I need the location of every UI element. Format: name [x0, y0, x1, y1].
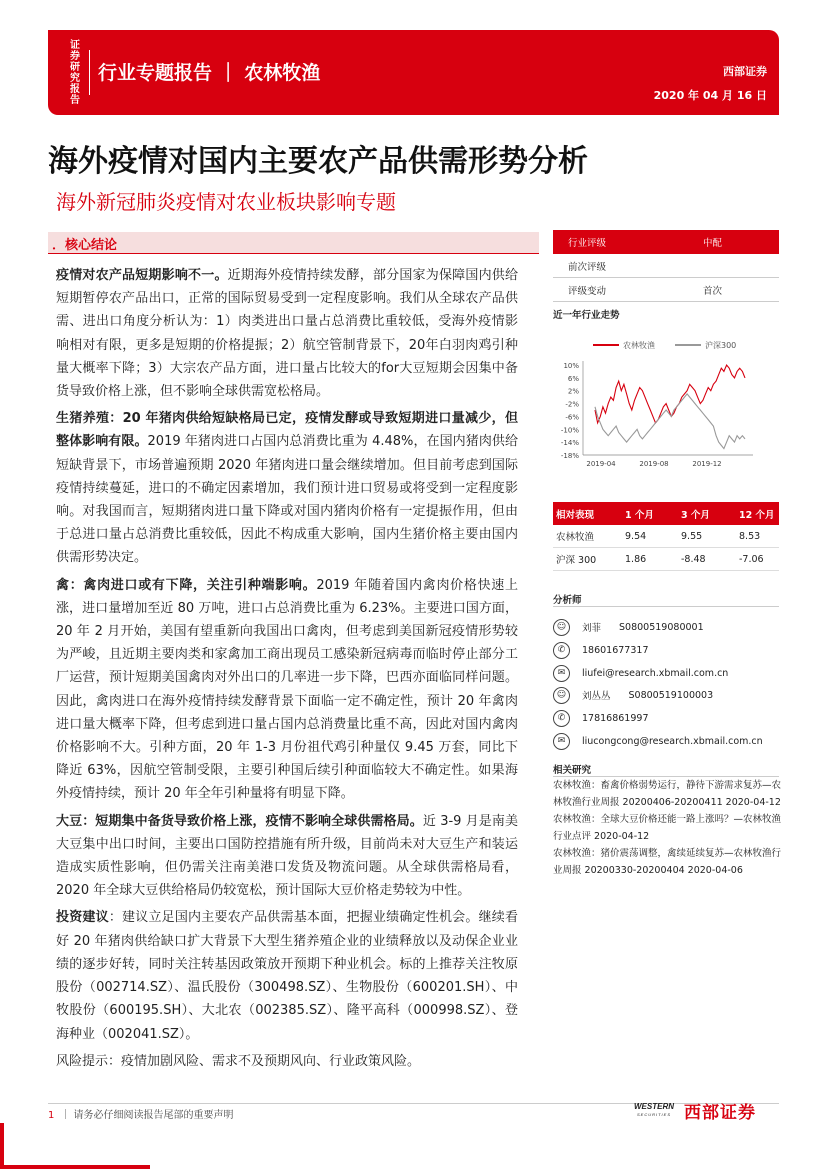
performance-header: 12 个月: [739, 509, 775, 521]
paragraph: [56, 407, 518, 569]
analyst-row: [553, 616, 779, 638]
report-type-label: 证券研究报告: [70, 40, 80, 106]
performance-cell: -8.48: [681, 553, 706, 565]
performance-row: [553, 525, 779, 548]
footer: [48, 1106, 234, 1121]
trend-chart-svg: [553, 325, 779, 475]
analyst-email-row: [553, 730, 779, 752]
performance-cell: 9.55: [681, 530, 703, 542]
email-icon: ✉: [553, 665, 570, 682]
legend-label: 沪深300: [705, 341, 737, 350]
paragraph-text: 近 3-9 月是南美大豆集中出口时间，主要出口国防控措施有所升级，目前尚未对大豆生产和装运造成实质性影响，但仍需关注南美港口发货及物流问题。从全球供需格局看，2020 年全球大豆供给格局仍较宽松，预计国际大豆价格走势较为中性。: [56, 813, 518, 899]
core-conclusion-header: [48, 232, 539, 254]
performance-header: 相对表现: [556, 509, 595, 521]
phone-icon: ✆: [553, 710, 570, 727]
page-number: 1: [48, 1110, 55, 1121]
y-tick-label: -18%: [560, 452, 579, 460]
trend-chart-title: 近一年行业走势: [553, 310, 620, 321]
page-subtitle: 海外新冠肺炎疫情对农业板块影响专题: [56, 190, 396, 214]
analyst-cert: S0800519100003: [628, 689, 714, 701]
company-logo: [634, 1098, 756, 1123]
analyst-email-row: [553, 662, 779, 684]
rating-row: [553, 278, 779, 302]
performance-header: 3 个月: [681, 509, 710, 521]
analyst-section-title: 分析师: [553, 595, 582, 606]
rating-label: 评级变动: [568, 285, 607, 297]
header-divider: [89, 50, 90, 95]
related-research-item[interactable]: 农林牧渔：猪价震荡调整，禽续延续复苏—农林牧渔行业周报 20200330-20200404 2020-04-06: [553, 848, 782, 876]
main-body: [56, 264, 518, 1073]
analyst-name: 刘菲: [582, 623, 602, 634]
related-research-list: [553, 778, 781, 880]
x-tick-label: 2019-08: [639, 460, 669, 468]
y-tick-label: -10%: [560, 426, 579, 435]
paragraph-lead: 禽：禽肉进口或有下降，关注引种端影响。: [56, 577, 317, 593]
header-brand: 西部证券: [723, 65, 767, 78]
paragraph-text: 近期海外疫情持续发酵，部分国家为保障国内供给短期暂停农产品出口，正常的国际贸易受到一定程度影响。我们从全球农产品供需、进出口角度分析认为：1）肉类进出口量占总消费比重较低，受海外疫情影响相对有限，更多是短期的价格提振；2）航空管制背景下，20年白羽肉鸡引种量大概率下降；3）大宗农产品方面，进口量占比较大的for大豆短期会因集中备货导致价格上涨，但不影响全球供需宽松格局。: [56, 268, 518, 400]
performance-cell: 9.54: [625, 530, 647, 542]
email-icon: ✉: [553, 733, 570, 750]
logo-chinese: 西部证券: [684, 1103, 756, 1123]
corner-accent: [0, 1165, 150, 1169]
analyst-row: [553, 684, 779, 706]
paragraph-lead: 疫情对农产品短期影响不一。: [56, 268, 228, 283]
page-title: 海外疫情对国内主要农产品供需形势分析: [48, 144, 588, 179]
x-tick-label: 2019-04: [586, 460, 616, 468]
performance-cell: 8.53: [739, 530, 761, 542]
performance-row: [553, 548, 779, 571]
paragraph: [56, 810, 518, 903]
y-tick-label: 6%: [567, 374, 579, 383]
x-tick-label: 2019-12: [692, 460, 722, 468]
paragraph-lead: 生猪养殖：20 年猪肉供给短缺格局已定，疫情发酵或导致短期进口量减少，但整体影响有限。: [56, 411, 518, 450]
footer-disclaimer: ｜ 请务必仔细阅读报告尾部的重要声明: [60, 1110, 234, 1121]
y-tick-label: -6%: [565, 413, 579, 422]
y-tick-label: 10%: [563, 362, 579, 370]
rating-row: [553, 230, 779, 254]
rating-label: 前次评级: [568, 261, 607, 273]
paragraph: [56, 574, 518, 806]
performance-header-row: [553, 502, 779, 525]
core-conclusion-label: ．核心结论: [52, 238, 118, 253]
report-date: 2020 年 04 月 16 日: [653, 89, 767, 102]
paragraph: [56, 906, 518, 1045]
performance-cell: 农林牧渔: [556, 532, 595, 543]
paragraph-text: 2019 年猪肉进口占国内总消费比重为 4.48%，在国内猪肉供给短缺背景下，市场普遍预期 2020 年猪肉进口量会继续增加。但目前考虑到国际疫情持续蔓延，进口的不确定因素增加，我们预计进口贸易或将受到一定程度影响。对我国而言，短期猪肉进口量下降或对国内猪肉价格有一定提振作用，但由于总进口量占总消费比重较低，因此不构成重大影响，国内生猪价格主要由国内供需形势决定。: [56, 434, 518, 566]
y-tick-label: 2%: [567, 387, 579, 396]
rating-row: [553, 254, 779, 278]
report-category: 行业专题报告 ｜ 农林牧渔: [98, 62, 321, 84]
performance-cell: 1.86: [625, 553, 647, 565]
logo-english-sub: SECURITIES: [636, 1111, 671, 1117]
paragraph-lead: 投资建议: [56, 910, 109, 926]
y-tick-label: -14%: [560, 439, 579, 448]
analyst-phone: 18601677317: [582, 644, 649, 656]
performance-header: 1 个月: [625, 509, 654, 521]
logo-english-name: WESTERN: [634, 1101, 674, 1111]
analyst-cert: S0800519080001: [619, 621, 704, 633]
performance-cell: 沪深 300: [556, 555, 597, 566]
y-tick-label: -2%: [565, 400, 579, 409]
person-icon: ☺: [553, 687, 570, 704]
paragraph-text: ：建议立足国内主要农产品供需基本面，把握业绩确定性机会。继续看好 20 年猪肉供给缺口扩大背景下大型生猪养殖企业的业绩释放以及动保企业业绩的逐步好转，同时关注转基因政策放开预期下种业机会。标的上推荐关注牧原股份（002714.SZ）、温氏股份（300498.SZ）、生物股份（600201.SH）、中牧股份（600195.SH）、大北农（002385.SZ）、隆平高科（000998.SZ）、登海种业（002041.SZ）。: [56, 910, 518, 1042]
paragraph: [56, 264, 518, 403]
paragraph-text: 2019 年随着国内禽肉价格快速上涨，进口量增加至近 80 万吨，进口占总消费比重为 6.23%。主要进口国方面，20 年 2 月开始，美国有望重新向我国出口禽肉，但考虑到美国新冠疫情形势较为严峻，且近期主要肉类和家禽加工商出现员工感染新冠病毒而临时停止部分工厂运营，预计短期美国禽肉对外出口的几率进一步下降，巴西亦面临同样问题。因此，禽肉进口在海外疫情持续发酵背景下面临一定不确定性，预计 20 年禽肉进口量大概率下降，但考虑到进口量占国内总消费量比重不高，因此对国内禽肉价格影响不大。引种方面，20 年 1-3 月份祖代鸡引种量仅 9.45 万套，同比下降近 63%，因航空管制受限，主要引种国后续引种面临较大不确定性。如果海外疫情持续，预计 20 年全年引种量将有明显下降。: [56, 577, 518, 802]
performance-table: [553, 502, 779, 571]
related-research-title: 相关研究: [553, 765, 592, 776]
analyst-email[interactable]: liucongcong@research.xbmail.com.cn: [582, 735, 763, 747]
legend-label: 农林牧渔: [623, 341, 655, 350]
rating-table: [553, 230, 779, 302]
analyst-phone-row: [553, 707, 779, 729]
paragraph-lead: 大豆：短期集中备货导致价格上涨，疫情不影响全球供需格局。: [56, 813, 423, 829]
corner-accent: [0, 1123, 4, 1169]
trend-chart: [553, 325, 779, 475]
risk-note: 风险提示：疫情加剧风险、需求不及预期风向、行业政策风险。: [56, 1053, 421, 1069]
analyst-email[interactable]: liufei@research.xbmail.com.cn: [582, 667, 729, 679]
rating-value: 首次: [703, 285, 723, 297]
related-research-item[interactable]: 农林牧渔：畜禽价格弱势运行，静待下游需求复苏—农林牧渔行业周报 20200406-20200411 2020-04-12: [553, 780, 782, 808]
analyst-phone-row: [553, 639, 779, 661]
analyst-name: 刘丛丛: [582, 691, 611, 702]
divider: [553, 606, 779, 607]
rating-value: 中配: [703, 238, 723, 249]
phone-icon: ✆: [553, 642, 570, 659]
divider: [553, 776, 779, 777]
person-icon: ☺: [553, 619, 570, 636]
series-line: [595, 394, 745, 449]
analyst-phone: 17816861997: [582, 712, 649, 724]
related-research-item[interactable]: 农林牧渔：全球大豆价格还能一路上涨吗？—农林牧渔行业点评 2020-04-12: [553, 814, 782, 842]
logo-english: [634, 1103, 674, 1119]
rating-label: 行业评级: [568, 238, 607, 249]
performance-cell: -7.06: [739, 553, 764, 565]
